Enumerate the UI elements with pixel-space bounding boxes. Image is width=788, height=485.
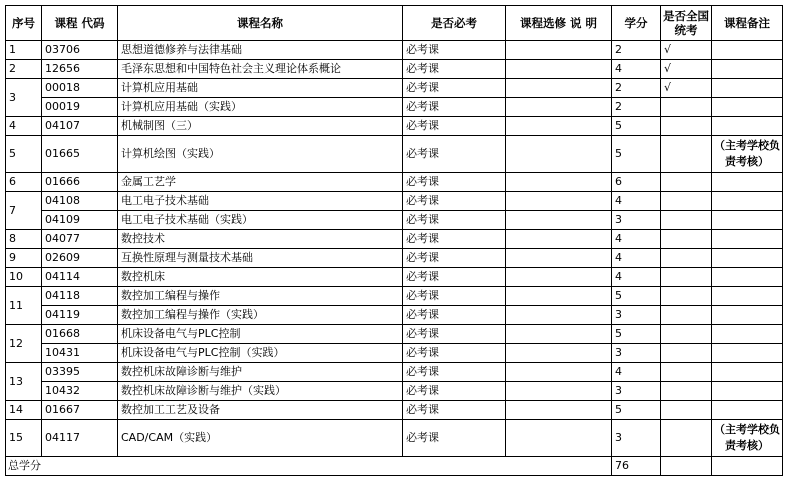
cell-required: 必考课 bbox=[403, 401, 506, 420]
cell-name: 计算机绘图（实践） bbox=[118, 136, 403, 173]
cell-name: 数控加工编程与操作（实践） bbox=[118, 306, 403, 325]
cell-elective bbox=[506, 268, 612, 287]
cell-seq: 9 bbox=[6, 249, 42, 268]
cell-credit: 3 bbox=[612, 344, 661, 363]
cell-seq: 13 bbox=[6, 363, 42, 401]
cell-name: 计算机应用基础（实践） bbox=[118, 98, 403, 117]
cell-code: 03706 bbox=[42, 41, 118, 60]
cell-seq: 12 bbox=[6, 325, 42, 363]
table-row bbox=[6, 230, 783, 249]
cell-national: √ bbox=[661, 60, 712, 79]
cell-remark bbox=[712, 79, 783, 98]
cell-remark bbox=[712, 287, 783, 306]
header-credit: 学分 bbox=[612, 6, 661, 41]
cell-name: 数控加工工艺及设备 bbox=[118, 401, 403, 420]
cell-elective bbox=[506, 363, 612, 382]
table-row bbox=[6, 192, 783, 211]
cell-national bbox=[661, 249, 712, 268]
cell-elective bbox=[506, 192, 612, 211]
cell-name: 机床设备电气与PLC控制 bbox=[118, 325, 403, 344]
cell-national bbox=[661, 287, 712, 306]
cell-remark bbox=[712, 211, 783, 230]
cell-national bbox=[661, 192, 712, 211]
header-seq: 序号 bbox=[6, 6, 42, 41]
table-row bbox=[6, 98, 783, 117]
table-row bbox=[6, 173, 783, 192]
cell-code: 00019 bbox=[42, 98, 118, 117]
cell-remark bbox=[712, 117, 783, 136]
cell-seq: 15 bbox=[6, 420, 42, 457]
table-row bbox=[6, 420, 783, 457]
cell-remark bbox=[712, 363, 783, 382]
cell-elective bbox=[506, 382, 612, 401]
cell-seq: 2 bbox=[6, 60, 42, 79]
total-row bbox=[6, 457, 783, 476]
table-row bbox=[6, 79, 783, 98]
cell-remark bbox=[712, 60, 783, 79]
cell-seq: 6 bbox=[6, 173, 42, 192]
cell-remark bbox=[712, 457, 783, 476]
cell-credit: 4 bbox=[612, 230, 661, 249]
table-row bbox=[6, 249, 783, 268]
cell-required: 必考课 bbox=[403, 60, 506, 79]
cell-seq: 1 bbox=[6, 41, 42, 60]
cell-name: 毛泽东思想和中国特色社会主义理论体系概论 bbox=[118, 60, 403, 79]
cell-remark bbox=[712, 230, 783, 249]
cell-remark bbox=[712, 98, 783, 117]
table-row bbox=[6, 363, 783, 382]
cell-required: 必考课 bbox=[403, 363, 506, 382]
cell-code: 04114 bbox=[42, 268, 118, 287]
table-row bbox=[6, 41, 783, 60]
cell-elective bbox=[506, 230, 612, 249]
table-row bbox=[6, 287, 783, 306]
header-row bbox=[6, 6, 783, 41]
cell-seq: 8 bbox=[6, 230, 42, 249]
cell-credit: 3 bbox=[612, 382, 661, 401]
cell-elective bbox=[506, 306, 612, 325]
cell-name: 数控机床 bbox=[118, 268, 403, 287]
cell-remark bbox=[712, 173, 783, 192]
cell-credit: 2 bbox=[612, 79, 661, 98]
cell-elective bbox=[506, 420, 612, 457]
header-remark: 课程备注 bbox=[712, 6, 783, 41]
cell-credit: 4 bbox=[612, 192, 661, 211]
cell-code: 10432 bbox=[42, 382, 118, 401]
cell-code: 04108 bbox=[42, 192, 118, 211]
cell-remark bbox=[712, 268, 783, 287]
cell-code: 01667 bbox=[42, 401, 118, 420]
cell-name: 金属工艺学 bbox=[118, 173, 403, 192]
cell-remark bbox=[712, 325, 783, 344]
table-row bbox=[6, 60, 783, 79]
cell-required: 必考课 bbox=[403, 287, 506, 306]
cell-remark bbox=[712, 41, 783, 60]
course-table bbox=[5, 5, 783, 476]
cell-code: 01666 bbox=[42, 173, 118, 192]
header-required: 是否必考 bbox=[403, 6, 506, 41]
cell-credit: 3 bbox=[612, 420, 661, 457]
cell-national bbox=[661, 268, 712, 287]
total-credit: 76 bbox=[612, 457, 661, 476]
header-national: 是否全国统考 bbox=[661, 6, 712, 41]
cell-credit: 4 bbox=[612, 60, 661, 79]
cell-national bbox=[661, 382, 712, 401]
cell-name: 电工电子技术基础 bbox=[118, 192, 403, 211]
cell-credit: 4 bbox=[612, 268, 661, 287]
cell-national bbox=[661, 344, 712, 363]
cell-required: 必考课 bbox=[403, 325, 506, 344]
cell-credit: 5 bbox=[612, 401, 661, 420]
cell-required: 必考课 bbox=[403, 136, 506, 173]
cell-credit: 6 bbox=[612, 173, 661, 192]
cell-elective bbox=[506, 41, 612, 60]
cell-credit: 4 bbox=[612, 363, 661, 382]
cell-code: 04117 bbox=[42, 420, 118, 457]
table-row bbox=[6, 136, 783, 173]
cell-elective bbox=[506, 401, 612, 420]
cell-name: 数控技术 bbox=[118, 230, 403, 249]
cell-credit: 3 bbox=[612, 306, 661, 325]
cell-name: 思想道德修养与法律基础 bbox=[118, 41, 403, 60]
cell-code: 01668 bbox=[42, 325, 118, 344]
cell-required: 必考课 bbox=[403, 41, 506, 60]
cell-code: 04119 bbox=[42, 306, 118, 325]
cell-required: 必考课 bbox=[403, 211, 506, 230]
cell-name: 数控加工编程与操作 bbox=[118, 287, 403, 306]
cell-name: 电工电子技术基础（实践） bbox=[118, 211, 403, 230]
cell-required: 必考课 bbox=[403, 192, 506, 211]
cell-national bbox=[661, 457, 712, 476]
cell-elective bbox=[506, 325, 612, 344]
cell-national bbox=[661, 230, 712, 249]
cell-remark bbox=[712, 382, 783, 401]
cell-remark bbox=[712, 306, 783, 325]
cell-code: 04109 bbox=[42, 211, 118, 230]
cell-credit: 5 bbox=[612, 136, 661, 173]
cell-code: 04107 bbox=[42, 117, 118, 136]
cell-code: 02609 bbox=[42, 249, 118, 268]
cell-national bbox=[661, 420, 712, 457]
cell-seq: 7 bbox=[6, 192, 42, 230]
cell-credit: 5 bbox=[612, 117, 661, 136]
cell-required: 必考课 bbox=[403, 79, 506, 98]
cell-remark bbox=[712, 192, 783, 211]
cell-elective bbox=[506, 344, 612, 363]
header-code: 课程 代码 bbox=[42, 6, 118, 41]
cell-elective bbox=[506, 98, 612, 117]
cell-name: 互换性原理与测量技术基础 bbox=[118, 249, 403, 268]
cell-credit: 3 bbox=[612, 211, 661, 230]
cell-required: 必考课 bbox=[403, 98, 506, 117]
cell-remark: （主考学校负责考核） bbox=[712, 136, 783, 173]
cell-credit: 2 bbox=[612, 98, 661, 117]
cell-code: 03395 bbox=[42, 363, 118, 382]
cell-national: √ bbox=[661, 79, 712, 98]
cell-national bbox=[661, 136, 712, 173]
cell-required: 必考课 bbox=[403, 382, 506, 401]
table-row bbox=[6, 382, 783, 401]
cell-national bbox=[661, 306, 712, 325]
cell-elective bbox=[506, 79, 612, 98]
total-label: 总学分 bbox=[6, 457, 612, 476]
cell-code: 00018 bbox=[42, 79, 118, 98]
cell-name: 数控机床故障诊断与维护（实践） bbox=[118, 382, 403, 401]
cell-required: 必考课 bbox=[403, 173, 506, 192]
cell-seq: 10 bbox=[6, 268, 42, 287]
cell-elective bbox=[506, 117, 612, 136]
cell-national bbox=[661, 401, 712, 420]
cell-credit: 4 bbox=[612, 249, 661, 268]
cell-name: 数控机床故障诊断与维护 bbox=[118, 363, 403, 382]
cell-national bbox=[661, 211, 712, 230]
cell-remark: （主考学校负责考核） bbox=[712, 420, 783, 457]
cell-elective bbox=[506, 173, 612, 192]
cell-elective bbox=[506, 60, 612, 79]
cell-required: 必考课 bbox=[403, 306, 506, 325]
cell-elective bbox=[506, 287, 612, 306]
cell-required: 必考课 bbox=[403, 249, 506, 268]
cell-name: CAD/CAM（实践） bbox=[118, 420, 403, 457]
cell-national bbox=[661, 117, 712, 136]
cell-elective bbox=[506, 211, 612, 230]
cell-code: 04077 bbox=[42, 230, 118, 249]
table-row bbox=[6, 117, 783, 136]
table-row bbox=[6, 306, 783, 325]
table-row bbox=[6, 344, 783, 363]
cell-name: 机床设备电气与PLC控制（实践） bbox=[118, 344, 403, 363]
table-row bbox=[6, 211, 783, 230]
cell-seq: 11 bbox=[6, 287, 42, 325]
cell-seq: 14 bbox=[6, 401, 42, 420]
cell-credit: 2 bbox=[612, 41, 661, 60]
table-row bbox=[6, 401, 783, 420]
cell-code: 10431 bbox=[42, 344, 118, 363]
cell-remark bbox=[712, 401, 783, 420]
cell-remark bbox=[712, 344, 783, 363]
table-row bbox=[6, 325, 783, 344]
cell-seq: 4 bbox=[6, 117, 42, 136]
cell-code: 12656 bbox=[42, 60, 118, 79]
cell-credit: 5 bbox=[612, 325, 661, 344]
cell-national bbox=[661, 98, 712, 117]
cell-name: 机械制图（三） bbox=[118, 117, 403, 136]
cell-required: 必考课 bbox=[403, 344, 506, 363]
header-elective: 课程选修 说 明 bbox=[506, 6, 612, 41]
cell-elective bbox=[506, 249, 612, 268]
cell-required: 必考课 bbox=[403, 230, 506, 249]
cell-national: √ bbox=[661, 41, 712, 60]
cell-national bbox=[661, 173, 712, 192]
cell-national bbox=[661, 325, 712, 344]
cell-credit: 5 bbox=[612, 287, 661, 306]
cell-code: 01665 bbox=[42, 136, 118, 173]
header-name: 课程名称 bbox=[118, 6, 403, 41]
cell-elective bbox=[506, 136, 612, 173]
cell-code: 04118 bbox=[42, 287, 118, 306]
table-row bbox=[6, 268, 783, 287]
cell-required: 必考课 bbox=[403, 117, 506, 136]
cell-required: 必考课 bbox=[403, 420, 506, 457]
cell-remark bbox=[712, 249, 783, 268]
cell-national bbox=[661, 363, 712, 382]
cell-required: 必考课 bbox=[403, 268, 506, 287]
cell-seq: 5 bbox=[6, 136, 42, 173]
cell-name: 计算机应用基础 bbox=[118, 79, 403, 98]
cell-seq: 3 bbox=[6, 79, 42, 117]
